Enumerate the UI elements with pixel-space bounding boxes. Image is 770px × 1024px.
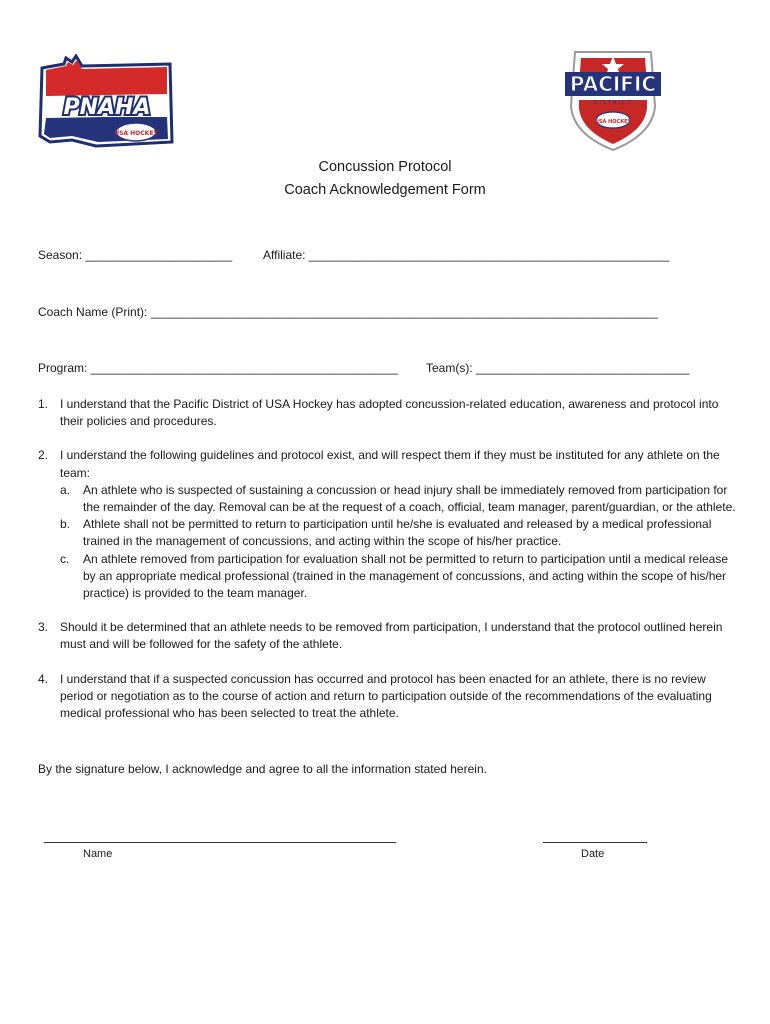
sub-item-text: An athlete removed from participation for evaluation shall not be permitted to return to participation until a medical release by an appropriate medical professional (trained in the management of concussions, and acting within the scope of his/her practice) is provided to the team manager.	[83, 551, 729, 601]
item-text: Should it be determined that an athlete needs to be removed from participation, I understand that the protocol outlined herein must and will be followed for the safety of the athlete.	[60, 620, 723, 652]
list-item	[38, 619, 738, 653]
sub-item-letter: c.	[60, 551, 70, 566]
date-label: Date	[581, 848, 605, 860]
pacific-usa-hockey-badge-text: USA HOCKEY	[594, 119, 632, 125]
district-logo-text: DISTRICT	[593, 100, 633, 106]
item-number: 2.	[38, 448, 49, 463]
item-text: I understand that the Pacific District of USA Hockey has adopted concussion-related education, awareness and protocol into their policies and procedures.	[60, 397, 719, 429]
item-number: 4.	[38, 671, 49, 686]
affiliate-field[interactable]: Affiliate: ______________________________________________________	[263, 248, 670, 262]
closing-statement: By the signature below, I acknowledge and agree to all the information stated herein.	[38, 762, 487, 776]
pacific-logo-text: PACIFIC	[569, 72, 657, 96]
list-item	[38, 396, 738, 430]
item-number: 1.	[38, 397, 49, 411]
sub-item-text: Athlete shall not be permitted to return to participation until he/she is evaluated and released by a medical professional trained in the management of concussions, and acting within the scope of his/her practice.	[83, 517, 712, 549]
usa-hockey-badge-text: USA HOCKEY	[114, 130, 158, 137]
teams-field[interactable]: Team(s): ________________________________	[426, 361, 690, 375]
form-title	[0, 156, 770, 202]
pnaha-logo-text: PNAHA	[63, 95, 151, 120]
title-line-1: Concussion Protocol	[318, 159, 452, 175]
list-item	[38, 671, 738, 723]
sub-item-text: An athlete who is suspected of sustaining a concussion or head injury shall be immediately removed from participation for the remainder of the day. Removal can be at the request of a coach, official, team manager, parent/guardian, or the athlete.	[83, 482, 736, 515]
sub-list-item	[60, 551, 738, 603]
coach-name-field[interactable]: Coach Name (Print): ____________________________________________________________________________	[38, 305, 658, 319]
pacific-district-shield-logo	[561, 46, 665, 154]
season-field[interactable]: Season: ______________________	[38, 248, 233, 262]
sub-item-letter: b.	[60, 517, 71, 532]
item-text: I understand the following guidelines and protocol exist, and will respect them if they must be instituted for any athlete on the team:	[60, 448, 720, 480]
pnaha-washington-state-logo	[36, 54, 176, 150]
sub-list-item	[60, 482, 738, 516]
acknowledgement-list	[38, 396, 738, 722]
program-field[interactable]: Program: ______________________________________________	[38, 361, 398, 375]
item-number: 3.	[38, 620, 49, 635]
sub-list-item	[60, 516, 738, 550]
name-label: Name	[83, 848, 113, 860]
sub-item-letter: a.	[60, 482, 71, 497]
item-text: I understand that if a suspected concussion has occurred and protocol has been enacted for an athlete, there is no review period or negotiation as to the course of action and return to participation outside of the recommendations of the evaluating medical professional who has been selected to treat the athlete.	[60, 671, 712, 721]
title-line-2: Coach Acknowledgement Form	[284, 182, 486, 198]
name-signature-line[interactable]	[44, 842, 396, 843]
list-item	[38, 447, 738, 602]
date-signature-line[interactable]	[543, 842, 647, 843]
